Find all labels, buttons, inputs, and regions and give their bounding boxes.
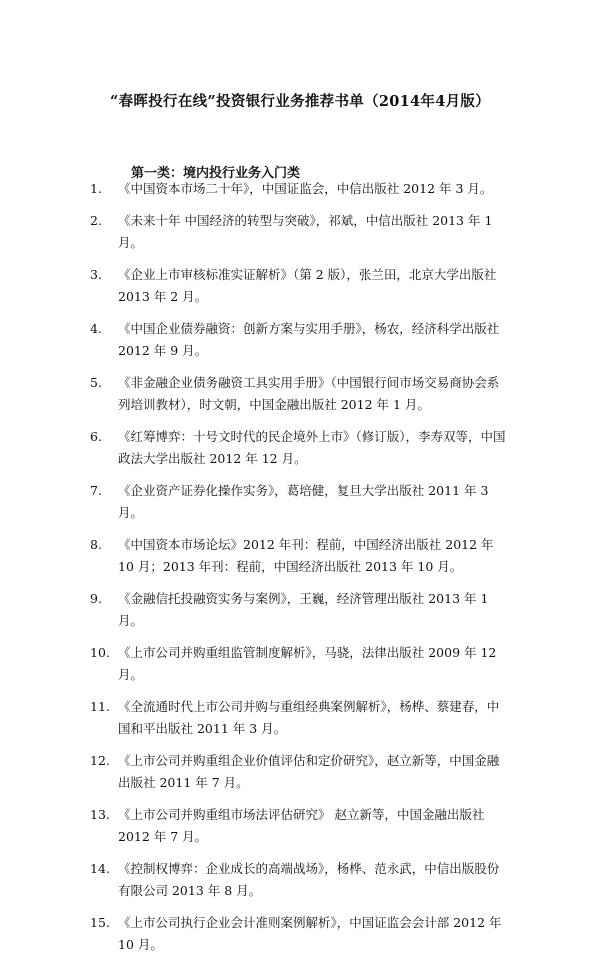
item-text: 《红筹博弈：十号文时代的民企境外上市》（修订版），李寿双等，中国政法大学出版社 2012 年 12 月。 — [118, 429, 506, 466]
item-text: 《非金融企业债务融资工具实用手册》（中国银行间市场交易商协会系列培训教材），时文朝，中国金融出版社 2012 年 1 月。 — [118, 375, 500, 412]
item-number: 3. — [90, 267, 102, 282]
item-text: 《企业上市审核标准实证解析》（第 2 版），张兰田，北京大学出版社 2013 年 2 月。 — [118, 267, 497, 304]
item-number: 5. — [90, 375, 102, 390]
item-text: 《未来十年 中国经济的转型与突破》，祁斌，中信出版社 2013 年 1 月。 — [118, 213, 493, 250]
item-text: 《企业资产证券化操作实务》，葛培健，复旦大学出版社 2011 年 3 月。 — [118, 483, 489, 520]
item-text: 《上市公司并购重组市场法评估研究》 赵立新等，中国金融出版社 2012 年 7 月。 — [118, 807, 485, 844]
item-number: 15. — [90, 915, 110, 930]
item-number: 14. — [90, 861, 110, 876]
list-item — [90, 912, 510, 956]
item-number: 9. — [90, 591, 102, 606]
item-text: 《金融信托投融资实务与案例》，王巍，经济管理出版社 2013 年 1 月。 — [118, 591, 489, 628]
item-number: 8. — [90, 537, 102, 552]
list-item — [90, 750, 510, 794]
list-item — [90, 372, 510, 416]
document-title: “春晖投行在线”投资银行业务推荐书单（2014年4月版） — [109, 93, 491, 110]
item-number: 6. — [90, 429, 102, 444]
list-item — [90, 642, 510, 686]
section-heading: 第一类：境内投行业务入门类 — [131, 166, 301, 181]
list-item — [90, 318, 510, 362]
item-text: 《上市公司并购重组监管制度解析》，马骁，法律出版社 2009 年 12 月。 — [118, 645, 497, 682]
item-number: 10. — [90, 645, 110, 660]
item-number: 11. — [90, 699, 110, 714]
item-text: 《全流通时代上市公司并购与重组经典案例解析》，杨桦、蔡建春，中国和平出版社 2011 年 3 月。 — [118, 699, 500, 736]
item-text: 《中国资本市场论坛》2012 年刊：程前，中国经济出版社 2012 年 10 月；2013 年刊：程前，中国经济出版社 2013 年 10 月。 — [118, 537, 494, 574]
item-text: 《中国企业债券融资：创新方案与实用手册》，杨农，经济科学出版社 2012 年 9 月。 — [118, 321, 500, 358]
item-number: 4. — [90, 321, 102, 336]
item-number: 7. — [90, 483, 102, 498]
list-item — [90, 534, 510, 578]
list-item — [90, 264, 510, 308]
item-number: 2. — [90, 213, 102, 228]
list-item — [90, 804, 510, 848]
list-item — [90, 696, 510, 740]
item-text: 《上市公司并购重组企业价值评估和定价研究》，赵立新等，中国金融出版社 2011 年 7 月。 — [118, 753, 500, 790]
list-item — [90, 210, 510, 254]
list-item — [90, 480, 510, 524]
list-item — [90, 426, 510, 470]
list-item — [90, 178, 510, 200]
item-number: 13. — [90, 807, 110, 822]
list-item — [90, 588, 510, 632]
item-text: 《上市公司执行企业会计准则案例解析》，中国证监会会计部 2012 年 10 月。 — [118, 915, 502, 952]
item-text: 《控制权博弈：企业成长的高端战场》，杨桦、范永武，中信出版股份有限公司 2013 年 8 月。 — [118, 861, 500, 898]
list-item — [90, 858, 510, 902]
item-number: 12. — [90, 753, 110, 768]
item-text: 《中国资本市场二十年》，中国证监会，中信出版社 2012 年 3 月。 — [118, 181, 493, 196]
item-number: 1. — [90, 181, 102, 196]
book-list — [90, 178, 510, 966]
